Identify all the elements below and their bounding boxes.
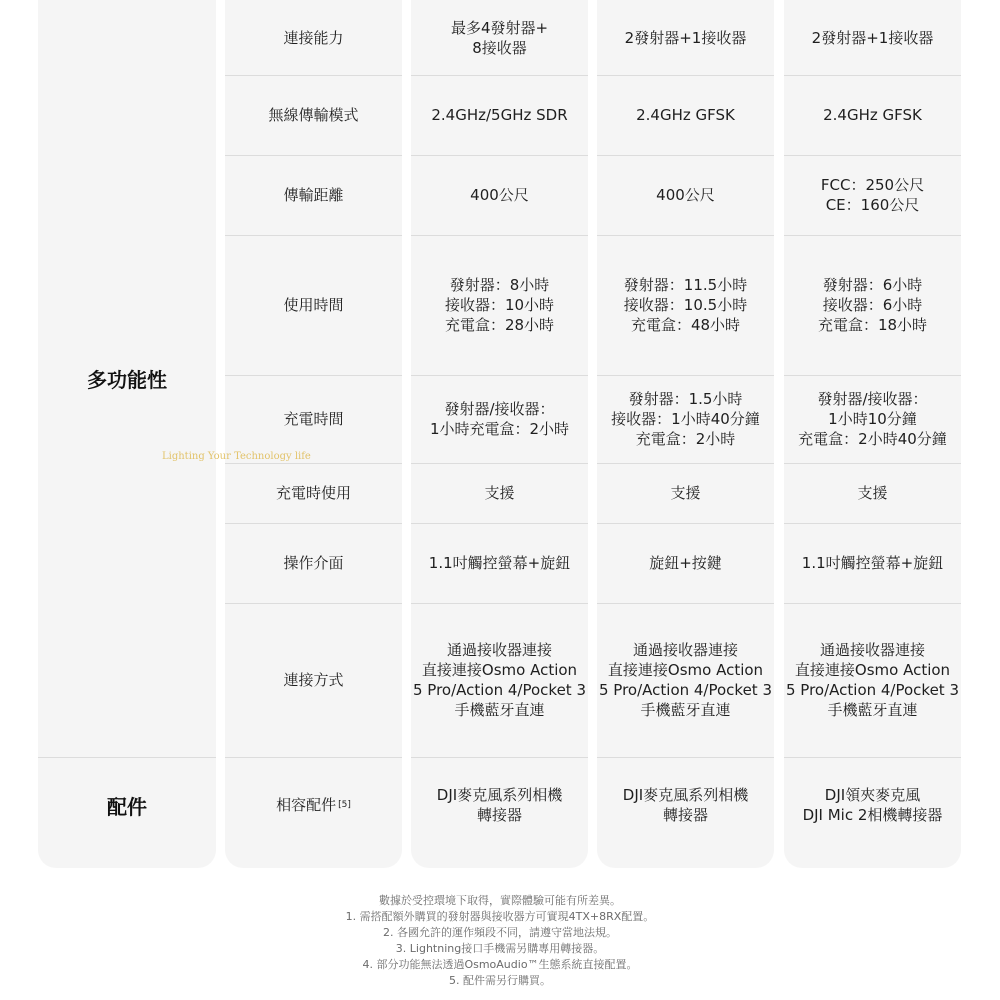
row-label [225, 603, 402, 757]
spec-value-cell: 最多4發射器+ 8接收器 [450, 18, 549, 57]
spec-value-cell: 支援 [484, 484, 515, 502]
footnote-5: 5. 配件需另行購買。 [449, 974, 551, 987]
category-multifunction: 多功能性 [87, 368, 167, 392]
row-label [225, 463, 402, 523]
spec-value-cell: 旋鈕+按鍵 [649, 554, 722, 572]
spec-value-cell: 支援 [857, 484, 888, 502]
footnote-ref: [5] [338, 800, 351, 810]
spec-value-cell: 發射器：6小時 接收器：6小時 充電盒：18小時 [817, 276, 928, 334]
spec-value-cell: 400公尺 [470, 186, 529, 204]
spec-value-cell: 通過接收器連接 直接連接Osmo Action 5 Pro/Action 4/Pocket 3 手機藍牙直連 [598, 641, 772, 719]
row-label-text: 無線傳輸模式 [268, 106, 359, 124]
watermark-text: Lighting Your Technology life [162, 451, 311, 462]
category-accessories: 配件 [107, 794, 147, 819]
spec-value-cell: 通過接收器連接 直接連接Osmo Action 5 Pro/Action 4/Pocket 3 手機藍牙直連 [785, 641, 959, 719]
spec-value-cell: DJI麥克風系列相機 轉接器 [622, 786, 749, 824]
spec-value-cell: DJI麥克風系列相機 轉接器 [436, 786, 563, 824]
row-label [225, 235, 402, 375]
row-label-text: 連接方式 [283, 671, 344, 689]
footnote-intro: 數據於受控環境下取得，實際體驗可能有所差異。 [379, 894, 621, 907]
spec-value-cell: 2.4GHz GFSK [636, 106, 735, 124]
spec-value-cell: 2發射器+1接收器 [811, 28, 934, 47]
row-label [225, 757, 402, 853]
spec-value-cell: 2.4GHz GFSK [823, 106, 922, 124]
row-label [225, 155, 402, 235]
row-label [225, 523, 402, 603]
spec-value-cell: 1.1吋觸控螢幕+旋鈕 [801, 554, 944, 572]
spec-value-cell: 400公尺 [656, 186, 715, 204]
spec-value-cell: DJI領夾麥克風 DJI Mic 2相機轉接器 [802, 786, 943, 824]
spec-value-cell: 發射器/接收器： 1小時充電盒：2小時 [429, 400, 570, 438]
footnote-1: 1. 需搭配額外購買的發射器與接收器方可實現4TX+8RX配置。 [345, 910, 655, 923]
row-label-text: 相容配件 [276, 796, 337, 814]
footnote-2: 2. 各國允許的運作頻段不同，請遵守當地法規。 [383, 926, 617, 939]
row-label [225, 375, 402, 463]
row-label-text: 傳輸距離 [283, 186, 344, 204]
row-label [225, 75, 402, 155]
spec-value-cell: 支援 [670, 484, 701, 502]
spec-value-cell: 2發射器+1接收器 [624, 28, 747, 47]
footnotes [0, 893, 1000, 989]
row-label-text: 操作介面 [283, 554, 344, 572]
spec-value-cell: 通過接收器連接 直接連接Osmo Action 5 Pro/Action 4/Pocket 3 手機藍牙直連 [412, 641, 586, 719]
row-label-text: 充電時間 [283, 410, 344, 428]
spec-value-cell: 2.4GHz/5GHz SDR [431, 106, 568, 124]
spec-value-cell: 發射器/接收器： 1小時10分鐘 充電盒：2小時40分鐘 [798, 390, 947, 448]
spec-value-cell: 發射器：8小時 接收器：10小時 充電盒：28小時 [444, 276, 555, 334]
row-label-text: 使用時間 [283, 296, 344, 314]
spec-value-cell: FCC：250公尺 CE：160公尺 [820, 176, 925, 214]
spec-value-cell: 發射器：1.5小時 接收器：1小時40分鐘 充電盒：2小時 [611, 390, 760, 448]
row-label-text: 充電時使用 [275, 484, 351, 502]
row-label-text: 連接能力 [283, 28, 344, 47]
spec-value-cell: 1.1吋觸控螢幕+旋鈕 [428, 554, 571, 572]
footnote-4: 4. 部分功能無法透過OsmoAudio™生態系統直接配置。 [362, 958, 638, 971]
spec-value-cell: 發射器：11.5小時 接收器：10.5小時 充電盒：48小時 [623, 276, 748, 334]
row-label [225, 0, 402, 75]
footnote-3: 3. Lightning接口手機需另購專用轉接器。 [395, 942, 605, 955]
